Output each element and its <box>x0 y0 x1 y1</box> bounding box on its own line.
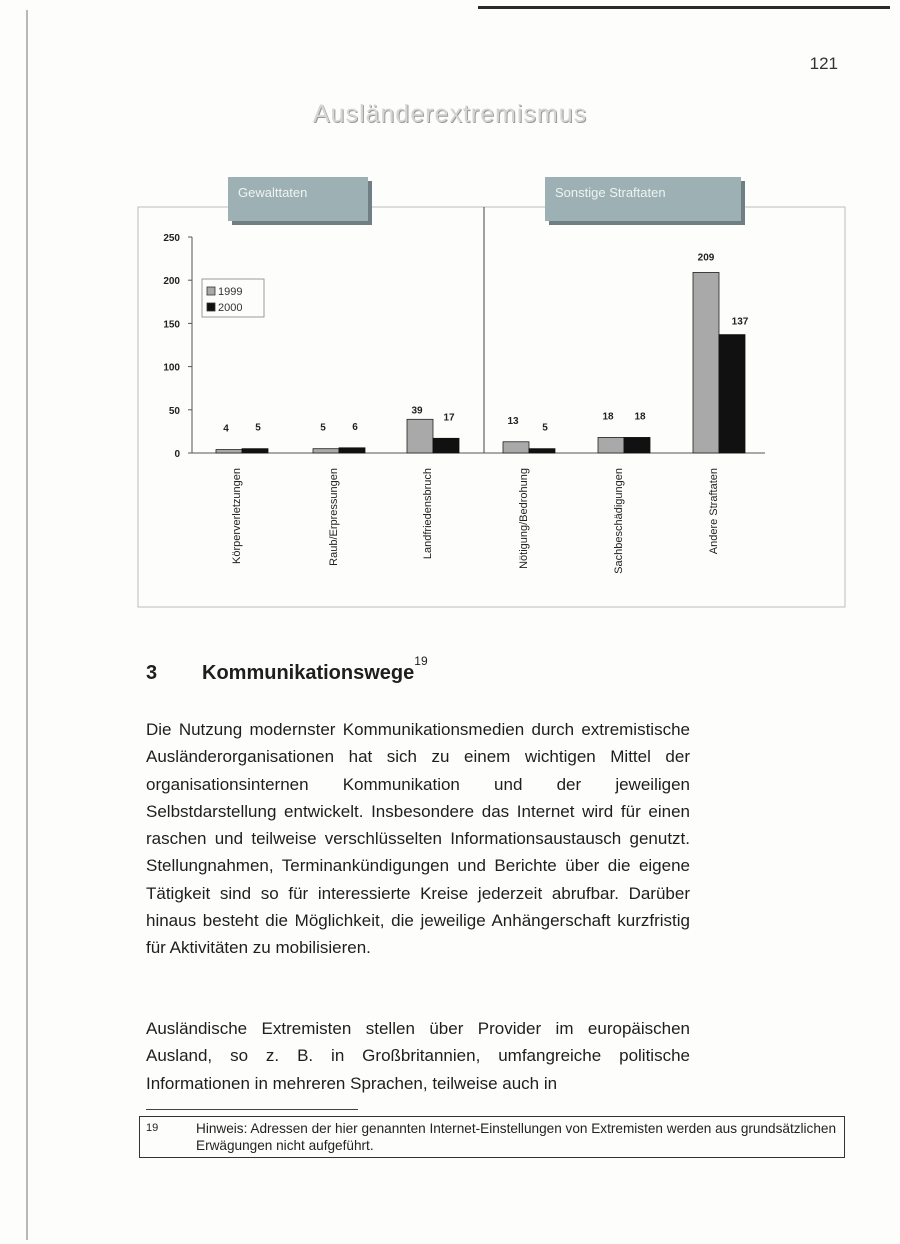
category-label: Raub/Erpressungen <box>328 468 340 566</box>
y-tick-label: 100 <box>163 362 180 374</box>
bar-1999 <box>503 442 529 453</box>
data-label-1999: 5 <box>320 422 326 434</box>
data-label-1999: 13 <box>507 415 519 427</box>
y-tick-label: 50 <box>168 405 180 417</box>
bar-2000 <box>242 449 268 453</box>
category-label: Nötigung/Bedrohung <box>518 468 530 569</box>
category-label: Andere Straftaten <box>708 468 720 555</box>
page-number: 121 <box>809 54 838 73</box>
data-label-2000: 18 <box>634 411 646 423</box>
data-label-2000: 17 <box>443 412 455 424</box>
bar-1999 <box>313 449 339 453</box>
data-label-1999: 209 <box>697 252 715 264</box>
legend-label: 1999 <box>218 286 243 298</box>
data-label-1999: 18 <box>602 411 614 423</box>
legend-swatch <box>207 303 215 311</box>
footnote-ref: 19 <box>414 654 428 668</box>
bar-2000 <box>339 448 365 453</box>
data-label-2000: 5 <box>255 422 261 434</box>
bar-1999 <box>216 450 242 453</box>
bar-2000 <box>529 449 555 453</box>
y-tick-label: 150 <box>163 319 180 331</box>
page-title: Ausländerextremismus <box>312 100 588 128</box>
footnote-box <box>139 1116 845 1158</box>
legend-label: 2000 <box>218 302 243 314</box>
footnote-text: Hinweis: Adressen der hier genannten Internet-Einstellungen von Extremisten werden aus grundsätzlichen Erwägungen nicht aufgeführt. <box>196 1121 837 1153</box>
panel-tab-label: Sonstige Straftaten <box>555 185 666 200</box>
bar-2000 <box>433 438 459 453</box>
bar-2000 <box>624 437 650 453</box>
data-label-1999: 4 <box>223 423 229 435</box>
category-label: Sachbeschädigungen <box>613 468 625 574</box>
data-label-1999: 39 <box>411 405 423 417</box>
y-tick-label: 0 <box>174 449 180 460</box>
category-label: Körperverletzungen <box>231 468 243 565</box>
bar-1999 <box>407 419 433 453</box>
footnote-number: 19 <box>146 1122 159 1134</box>
bar-2000 <box>719 335 745 453</box>
section-title: Kommunikationswege <box>202 662 415 684</box>
legend-swatch <box>207 287 215 295</box>
data-label-2000: 137 <box>731 316 749 328</box>
y-tick-label: 200 <box>163 276 180 288</box>
section-number: 3 <box>146 662 158 684</box>
section-heading <box>146 654 428 685</box>
footnote-rule <box>146 1109 358 1110</box>
bar-1999 <box>693 272 719 453</box>
bar-1999 <box>598 437 624 453</box>
paragraph-2: Ausländische Extremisten stellen über Provider im europäischen Ausland, so z. B. in Großbritannien, umfangreiche politische Informationen in mehreren Sprachen, teilweise auch in <box>146 1019 690 1093</box>
panel-tab-label: Gewalttaten <box>238 185 308 200</box>
y-tick-label: 250 <box>163 233 180 244</box>
paragraph-1: Die Nutzung modernster Kommunikationsmedien durch extremistische Ausländerorganisationen hat sich zu einem wichtigen Mittel der organisationsinternen Kommunikation und der jeweiligen Selbstdarstellung entwickelt. Insbesondere das Internet wird für einen raschen und teilweise verschlüsselten Informationsaustausch genutzt. Stellungnahmen, Terminankündigungen und Berichte über die eigene Tätigkeit sind so für interessierte Kreise jederzeit abrufbar. Darüber hinaus besteht die Möglichkeit, die jeweilige Anhängerschaft kurzfristig für Aktivitäten zu mobilisieren. <box>146 720 690 958</box>
category-label: Landfriedensbruch <box>422 468 434 560</box>
data-label-2000: 6 <box>352 421 358 433</box>
data-label-2000: 5 <box>542 422 548 434</box>
bar-chart <box>0 0 900 620</box>
